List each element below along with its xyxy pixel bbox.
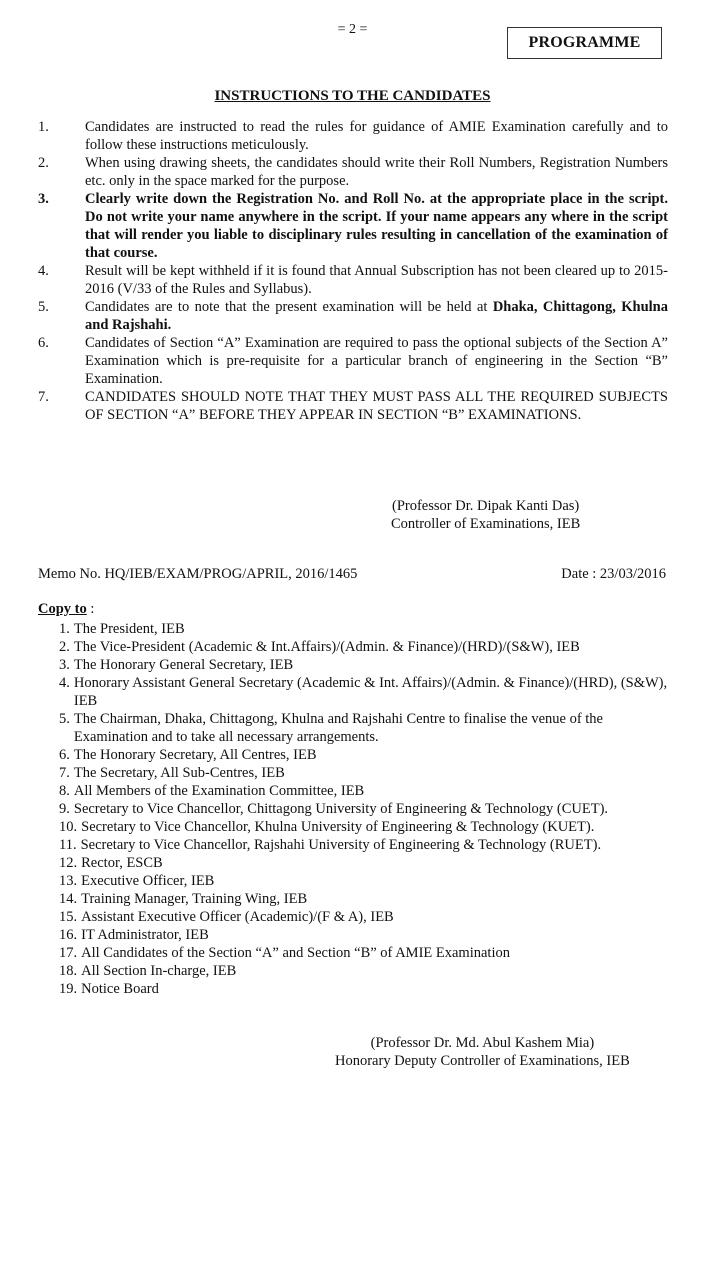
copy-to-heading <box>38 601 94 618</box>
list-item <box>59 962 671 980</box>
list-item-number: 6. <box>59 747 70 763</box>
instructions-title: INSTRUCTIONS TO THE CANDIDATES <box>214 88 491 104</box>
list-item <box>59 710 671 746</box>
list-item-number: 4. <box>59 675 70 691</box>
instruction-number: 2. <box>38 155 49 171</box>
signatory-name: (Professor Dr. Dipak Kanti Das) <box>392 498 580 514</box>
list-item-text: The Secretary, All Sub-Centres, IEB <box>73 765 285 781</box>
instruction-text <box>85 298 668 334</box>
list-item-number: 15. <box>59 909 78 925</box>
list-item-number: 11. <box>59 837 77 853</box>
instruction-item <box>38 262 668 298</box>
list-item <box>59 944 671 962</box>
list-item <box>59 980 671 998</box>
instruction-number: 5. <box>38 299 49 315</box>
list-item-number: 17. <box>59 945 78 961</box>
list-item-number: 14. <box>59 891 78 907</box>
list-item-text: Secretary to Vice Chancellor, Rajshahi University of Engineering & Technology (RUET). <box>80 837 602 853</box>
list-item <box>59 836 671 854</box>
list-item-text: Secretary to Vice Chancellor, Khulna University of Engineering & Technology (KUET). <box>81 819 595 835</box>
signatory-title: Controller of Examinations, IEB <box>391 516 581 532</box>
list-item-text: The Vice-President (Academic & Int.Affairs)/(Admin. & Finance)/(HRD)/(S&W), IEB <box>73 639 580 655</box>
list-item <box>59 782 671 800</box>
list-item-text: Training Manager, Training Wing, IEB <box>81 891 308 907</box>
list-item-number: 5. <box>59 711 70 727</box>
instructions-list <box>38 118 668 424</box>
list-item <box>59 890 671 908</box>
instruction-text: Result will be kept withheld if it is found that Annual Subscription has not been cleared up to 2015-2016 (V/33 of the Rules and Syllabus). <box>85 263 668 297</box>
list-item-text: The Chairman, Dhaka, Chittagong, Khulna and Rajshahi Centre to finalise the venue of the Examination and to take all necessary arrangements. <box>73 711 603 745</box>
instruction-item <box>38 334 668 388</box>
list-item <box>59 854 671 872</box>
list-item-number: 18. <box>59 963 78 979</box>
instruction-number: 1. <box>38 119 49 135</box>
copy-to-label: Copy to <box>38 601 87 617</box>
list-item-text: The Honorary General Secretary, IEB <box>73 657 294 673</box>
instruction-text: When using drawing sheets, the candidates should write their Roll Numbers, Registration Numbers etc. only in the space marked for the purpose. <box>85 155 668 189</box>
list-item-text: Notice Board <box>81 981 159 997</box>
list-item-text: Executive Officer, IEB <box>81 873 215 889</box>
instruction-text: Candidates are instructed to read the rules for guidance of AMIE Examination carefully and to follow these instructions meticulously. <box>85 119 668 153</box>
list-item <box>59 620 671 638</box>
list-item-number: 8. <box>59 783 70 799</box>
controller-signature <box>391 497 580 533</box>
memo-line <box>38 566 666 583</box>
list-item <box>59 800 671 818</box>
list-item <box>59 656 671 674</box>
list-item-text: The President, IEB <box>73 621 185 637</box>
list-item <box>59 638 671 656</box>
instruction-item <box>38 190 668 262</box>
signatory-title: Honorary Deputy Controller of Examinations, IEB <box>335 1053 630 1069</box>
instruction-number: 4. <box>38 263 49 279</box>
instruction-text: CANDIDATES SHOULD NOTE THAT THEY MUST PASS ALL THE REQUIRED SUBJECTS OF SECTION “A” BEFORE THEY APPEAR IN SECTION “B” EXAMINATIONS. <box>85 389 668 423</box>
list-item-number: 1. <box>59 621 70 637</box>
list-item <box>59 674 671 710</box>
list-item-text: All Section In-charge, IEB <box>81 963 237 979</box>
copy-to-colon: : <box>86 601 95 617</box>
list-item <box>59 818 671 836</box>
list-item-text: IT Administrator, IEB <box>81 927 209 943</box>
list-item-text: Assistant Executive Officer (Academic)/(F & A), IEB <box>81 909 394 925</box>
list-item-number: 9. <box>59 801 70 817</box>
exam-centres: Dhaka, Chittagong, Khulna and Rajshahi. <box>85 299 668 333</box>
list-item-text: The Honorary Secretary, All Centres, IEB <box>73 747 317 763</box>
instruction-item <box>38 118 668 154</box>
signatory-name: (Professor Dr. Md. Abul Kashem Mia) <box>370 1035 595 1051</box>
instruction-number: 3. <box>38 191 49 207</box>
list-item <box>59 908 671 926</box>
list-item-number: 3. <box>59 657 70 673</box>
memo-date: Date : 23/03/2016 <box>561 566 666 582</box>
instruction-number: 7. <box>38 389 49 405</box>
instruction-text-plain: Candidates are to note that the present examination will be held at <box>85 299 493 315</box>
list-item <box>59 926 671 944</box>
deputy-controller-signature <box>335 1034 630 1070</box>
instruction-item <box>38 388 668 424</box>
instruction-text: Clearly write down the Registration No. and Roll No. at the appropriate place in the script. Do not write your name anywhere in the script. If your name appears any where in the script that will render you liable to disciplinary rules resulting in cancellation of the examination of that course. <box>85 191 668 261</box>
list-item <box>59 746 671 764</box>
list-item-number: 7. <box>59 765 70 781</box>
programme-label: PROGRAMME <box>507 27 662 59</box>
list-item-number: 13. <box>59 873 78 889</box>
instruction-number: 6. <box>38 335 49 351</box>
list-item-text: All Members of the Examination Committee, IEB <box>73 783 365 799</box>
list-item <box>59 872 671 890</box>
list-item-number: 12. <box>59 855 78 871</box>
instruction-text: Candidates of Section “A” Examination are required to pass the optional subjects of the Section A” Examination which is pre-requisite for a particular branch of engineering in the Section “B” Examination. <box>85 335 668 387</box>
list-item <box>59 764 671 782</box>
copy-to-list <box>59 620 671 998</box>
list-item-number: 19. <box>59 981 78 997</box>
memo-number: Memo No. HQ/IEB/EXAM/PROG/APRIL, 2016/1465 <box>38 566 358 582</box>
instruction-item <box>38 298 668 334</box>
list-item-text: Honorary Assistant General Secretary (Academic & Int. Affairs)/(Admin. & Finance)/(HRD), (S&W), IEB <box>73 675 668 709</box>
instruction-item <box>38 154 668 190</box>
list-item-text: Rector, ESCB <box>81 855 163 871</box>
list-item-text: All Candidates of the Section “A” and Section “B” of AMIE Examination <box>81 945 510 961</box>
list-item-number: 2. <box>59 639 70 655</box>
list-item-number: 10. <box>59 819 78 835</box>
page-number: = 2 = <box>337 22 368 37</box>
list-item-text: Secretary to Vice Chancellor, Chittagong University of Engineering & Technology (CUET). <box>73 801 609 817</box>
list-item-number: 16. <box>59 927 78 943</box>
